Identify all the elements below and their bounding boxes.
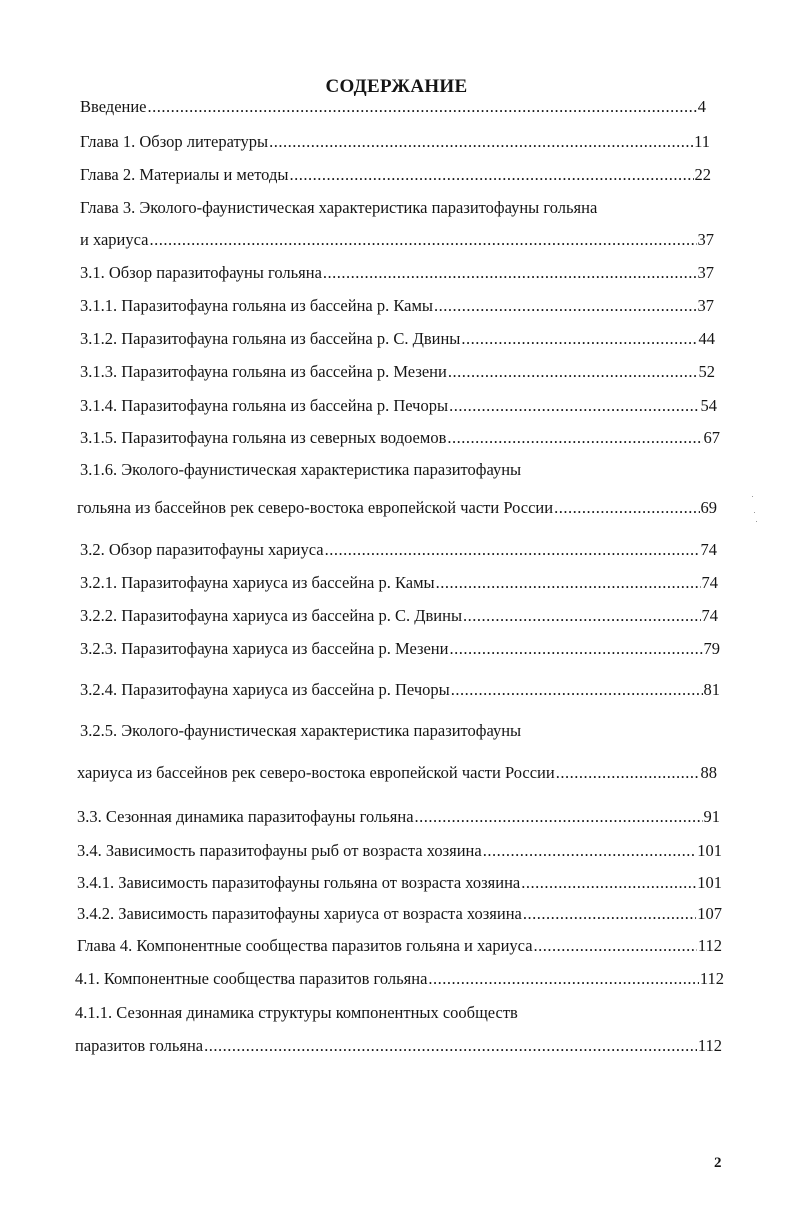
toc-entry: [80, 427, 720, 449]
scan-speck: [752, 496, 753, 497]
toc-entry: [80, 459, 521, 481]
toc-entry-text: 3.2.1. Паразитофауна хариуса из бассейна р. Камы: [80, 573, 435, 592]
toc-entry: [80, 328, 715, 350]
scan-speck: [756, 521, 757, 522]
toc-entry: [80, 131, 710, 153]
toc-entry-page: 74: [700, 540, 717, 559]
toc-entry-text: 3.1.6. Эколого-фаунистическая характеристика паразитофауны: [80, 460, 522, 479]
toc-entry-page: 44: [698, 329, 715, 348]
dot-leader: [461, 328, 697, 350]
toc-entry-text: паразитов гольяна: [75, 1036, 204, 1055]
toc-entry-text: Глава 3. Эколого-фаунистическая характеристика паразитофауны гольяна: [80, 198, 598, 217]
toc-entry: [77, 903, 722, 925]
dot-leader: [415, 806, 703, 828]
toc-entry-text: 4.1.1. Сезонная динамика структуры компонентных сообществ: [75, 1003, 518, 1022]
dot-leader: [434, 295, 697, 317]
toc-entry: [77, 762, 717, 784]
toc-entry-text: 3.1.5. Паразитофауна гольяна из северных водоемов: [80, 428, 447, 447]
dot-leader: [436, 572, 701, 594]
toc-entry: [75, 1035, 722, 1057]
dot-leader: [150, 229, 697, 251]
toc-entry-page: 88: [700, 763, 717, 782]
toc-entry: [80, 295, 714, 317]
toc-entry-page: 112: [699, 969, 724, 988]
dot-leader: [204, 1035, 697, 1057]
toc-entry-page: 69: [700, 498, 717, 517]
toc-entry-page: 22: [694, 165, 711, 184]
toc-entry-text: гольяна из бассейнов рек северо-востока европейской части России: [77, 498, 554, 517]
toc-entry-text: 3.2. Обзор паразитофауны хариуса: [80, 540, 324, 559]
toc-entry-page: 79: [703, 639, 720, 658]
page-number: 2: [714, 1155, 722, 1171]
toc-entry-page: 4: [697, 97, 706, 116]
toc-entry: [80, 262, 714, 284]
toc-entry-text: 3.2.4. Паразитофауна хариуса из бассейна р. Печоры: [80, 680, 450, 699]
toc-entry-page: 112: [697, 1036, 722, 1055]
dot-leader: [448, 361, 698, 383]
toc-entry: [80, 164, 711, 186]
toc-entry: [80, 679, 720, 701]
toc-entry-text: 3.4. Зависимость паразитофауны рыб от возраста хозяина: [77, 841, 482, 860]
toc-entry: [75, 1002, 518, 1024]
toc-entry-text: Глава 2. Материалы и методы: [80, 165, 289, 184]
toc-entry-text: 3.4.1. Зависимость паразитофауны гольяна от возраста хозяина: [77, 873, 521, 892]
toc-entry-text: 3.1.1. Паразитофауна гольяна из бассейна р. Камы: [80, 296, 433, 315]
toc-entry-page: 74: [701, 606, 718, 625]
toc-entry-text: 3.4.2. Зависимость паразитофауны хариуса от возраста хозяина: [77, 904, 522, 923]
toc-entry: [77, 806, 720, 828]
dot-leader: [449, 395, 699, 417]
toc-entry-page: 101: [697, 873, 722, 892]
toc-entry-text: 3.2.5. Эколого-фаунистическая характеристика паразитофауны: [80, 721, 522, 740]
toc-entry: [77, 935, 722, 957]
dot-leader: [449, 638, 702, 660]
dot-leader: [556, 762, 700, 784]
dot-leader: [483, 840, 697, 862]
toc-entry: [80, 361, 715, 383]
dot-leader: [148, 96, 697, 118]
toc-entry: [77, 497, 717, 519]
toc-entry: [80, 197, 597, 219]
dot-leader: [521, 872, 696, 894]
toc-entry: [80, 720, 521, 742]
toc-entry-page: 81: [703, 680, 720, 699]
toc-entry-page: 67: [703, 428, 720, 447]
toc-entry-text: Введение: [80, 97, 147, 116]
toc-entry: [80, 229, 714, 251]
dot-leader: [323, 262, 697, 284]
toc-entry-text: 3.2.3. Паразитофауна хариуса из бассейна р. Мезени: [80, 639, 449, 658]
dot-leader: [463, 605, 700, 627]
toc-entry-text: 3.2.2. Паразитофауна хариуса из бассейна р. С. Двины: [80, 606, 463, 625]
toc-entry: [80, 96, 706, 118]
toc-entry-page: 11: [694, 132, 710, 151]
dot-leader: [289, 164, 693, 186]
toc-entry-text: 3.3. Сезонная динамика паразитофауны гольяна: [77, 807, 414, 826]
toc-entry-text: 3.1.3. Паразитофауна гольяна из бассейна р. Мезени: [80, 362, 447, 381]
dot-leader: [447, 427, 702, 449]
toc-entry-text: 3.1.4. Паразитофауна гольяна из бассейна р. Печоры: [80, 396, 449, 415]
dot-leader: [451, 679, 703, 701]
toc-entry-page: 112: [697, 936, 722, 955]
dot-leader: [269, 131, 693, 153]
toc-entry-page: 52: [698, 362, 715, 381]
dot-leader: [554, 497, 699, 519]
toc-entry: [77, 872, 722, 894]
toc-entry: [80, 539, 717, 561]
toc-entry: [80, 395, 717, 417]
toc-entry: [77, 840, 722, 862]
toc-entry-page: 37: [697, 296, 714, 315]
toc-entry-text: 4.1. Компонентные сообщества паразитов гольяна: [75, 969, 428, 988]
dot-leader: [325, 539, 700, 561]
toc-entry-text: и хариуса: [80, 230, 149, 249]
dot-leader: [523, 903, 696, 925]
toc-entry: [80, 572, 718, 594]
toc-entry-text: хариуса из бассейнов рек северо-востока европейской части России: [77, 763, 555, 782]
page-title: СОДЕРЖАНИЕ: [325, 76, 468, 97]
toc-entry: [75, 968, 724, 990]
toc-entry-text: Глава 4. Компонентные сообщества паразитов гольяна и хариуса: [77, 936, 533, 955]
dot-leader: [534, 935, 697, 957]
toc-entry-text: 3.1.2. Паразитофауна гольяна из бассейна р. С. Двины: [80, 329, 461, 348]
toc-entry-page: 37: [697, 263, 714, 282]
dot-leader: [428, 968, 698, 990]
toc-entry: [80, 605, 718, 627]
toc-entry: [80, 638, 720, 660]
toc-entry-page: 101: [697, 841, 722, 860]
toc-entry-text: 3.1. Обзор паразитофауны гольяна: [80, 263, 322, 282]
toc-entry-page: 54: [700, 396, 717, 415]
toc-entry-page: 91: [703, 807, 720, 826]
toc-entry-text: Глава 1. Обзор литературы: [80, 132, 269, 151]
toc-entry-page: 37: [697, 230, 714, 249]
toc-entry-page: 107: [697, 904, 722, 923]
toc-entry-page: 74: [701, 573, 718, 592]
scan-speck: [754, 512, 755, 513]
